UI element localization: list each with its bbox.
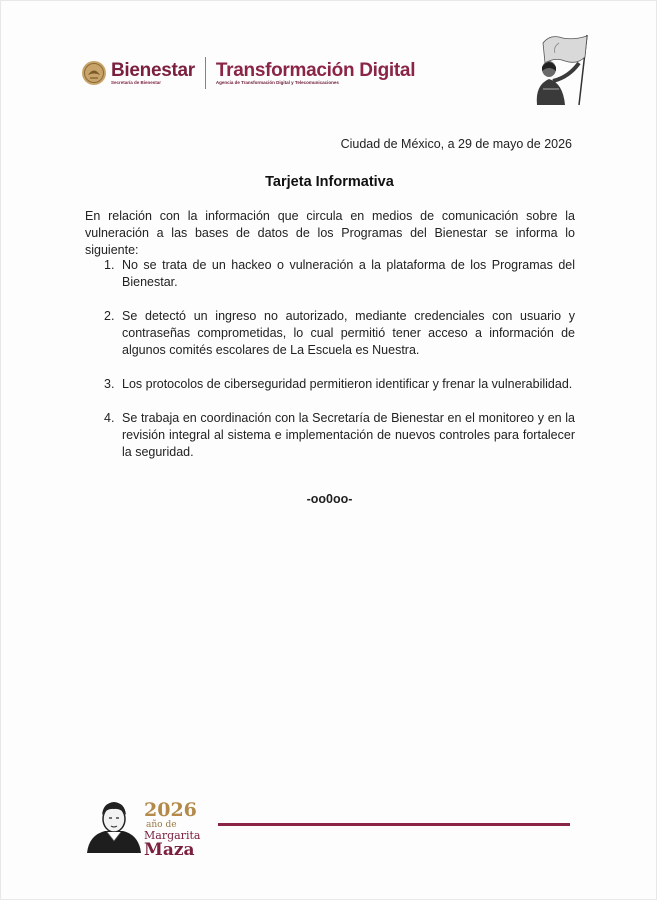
- agency-logo: [216, 61, 415, 86]
- item-number: 4.: [104, 411, 115, 425]
- year-subtitle: año de: [146, 820, 177, 830]
- item-text: Los protocolos de ciberseguridad permitieron identificar y frenar la vulnerabilidad.: [122, 377, 573, 391]
- year-name-first: Margarita: [144, 829, 201, 842]
- year-number: 2026: [144, 799, 197, 821]
- list-item: [104, 410, 575, 461]
- brand-subtitle: Secretaría de Bienestar: [111, 79, 162, 85]
- item-number: 3.: [104, 377, 115, 391]
- numbered-list: [104, 257, 575, 478]
- woman-with-flag-illustration: [519, 33, 593, 107]
- item-text: Se detectó un ingreso no autorizado, mediante credenciales con usuario y contraseñas comprometidas, lo cual permitió tener acceso a información de algunos comités escolares de La Escuela es Nuestra.: [122, 309, 575, 357]
- year-name-last: Maza: [144, 840, 195, 860]
- item-text: Se trabaja en coordinación con la Secretaría de Bienestar en el monitoreo y en la revisión integral al sistema e implementación de nuevos controles para fortalecer la seguridad.: [122, 411, 575, 459]
- item-number: 2.: [104, 309, 115, 323]
- list-item: [104, 376, 575, 393]
- header-divider: [205, 57, 206, 89]
- document-title: Tarjeta Informativa: [265, 174, 394, 190]
- intro-paragraph: En relación con la información que circula en medios de comunicación sobre la vulneración a las bases de datos de los Programas del Bienestar se informa lo siguiente:: [85, 209, 575, 257]
- bienestar-logo: [111, 61, 195, 86]
- year-logo: [144, 801, 200, 859]
- list-item: [104, 308, 575, 359]
- header-logos: [81, 57, 415, 89]
- list-item: [104, 257, 575, 291]
- agency-name: Transformación Digital: [215, 59, 416, 81]
- margarita-maza-portrait-icon: [85, 799, 143, 853]
- item-text: No se trata de un hackeo o vulneración a la plataforma de los Programas del Bienestar.: [122, 258, 575, 289]
- date-line: Ciudad de México, a 29 de mayo de 2026: [340, 137, 572, 151]
- agency-subtitle: Agencia de Transformación Digital y Telecomunicaciones: [215, 79, 339, 85]
- brand-name: Bienestar: [111, 59, 195, 81]
- item-number: 1.: [104, 258, 115, 272]
- eagle-seal-icon: [81, 60, 107, 86]
- closing-mark: -oo0oo-: [306, 492, 353, 506]
- footer-rule: [218, 823, 570, 826]
